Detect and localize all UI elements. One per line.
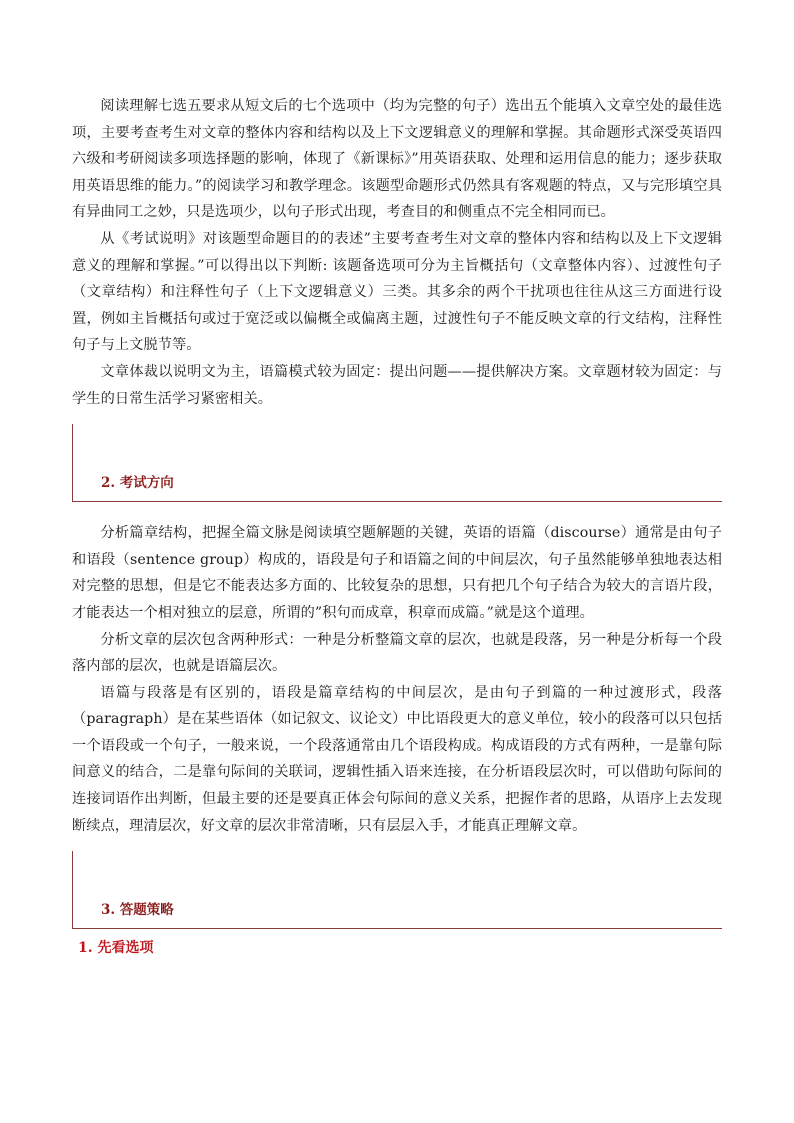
section-2-paragraph-3: 语篇与段落是有区别的，语段是篇章结构的中间层次，是由句子到篇的一种过渡形式，段落（paragraph）是在某些语体（如记叙文、议论文）中比语段更大的意义单位，较小的段落可以只包括一个语段或一个句子，一般来说，一个段落通常由几个语段构成。构成语段的方式有两种，一是靠句际间意义的结合，二是靠句际间的关联词，逻辑性插入语来连接，在分析语段层次时，可以借助句际间的连接词语作出判断，但最主要的还是要真正体会句际间的意义关系，把握作者的思路，从语序上去发现断续点，理清层次，好文章的层次非常清晰，只有层层入手，才能真正理解文章。 <box>72 684 722 834</box>
section-3-header <box>72 851 722 929</box>
strategy-subheading: 1. 先看选项 <box>78 940 154 957</box>
intro-paragraph-1: 阅读理解七选五要求从短文后的七个选项中（均为完整的句子）选出五个能填入文章空处的最佳选项，主要考查考生对文章的整体内容和结构以及上下文逻辑意义的理解和掌握。其命题形式深受英语四六级和考研阅读多项选择题的影响，体现了《新课标》”用英语获取、处理和运用信息的能力；逐步获取用英语思维的能力。”的阅读学习和教学理念。该题型命题形式仍然具有客观题的特点，又与完形填空具有异曲同工之妙，只是选项少，以句子形式出现，考查目的和侧重点不完全相同而已。 <box>72 98 722 221</box>
intro-paragraph-2: 从《考试说明》对该题型命题目的的表述”主要考查考生对文章的整体内容和结构以及上下文逻辑意义的理解和掌握。”可以得出以下判断: 该题备选项可分为主旨概括句（文章整体内容）、过渡性句子（文章结构）和注释性句子（上下文逻辑意义）三类。其多余的两个干扰项也往往从这三方面进行设置，例如主旨概括句或过于宽泛或以偏概全或偏离主题，过渡性句子不能反映文章的行文结构，注释性句子与上文脱节等。 <box>72 230 722 354</box>
section-2-title: 2. 考试方向 <box>101 475 174 492</box>
section-2-paragraph-2: 分析文章的层次包含两种形式：一种是分析整篇文章的层次，也就是段落，另一种是分析每一个段落内部的层次，也就是语篇层次。 <box>72 631 722 675</box>
section-2-paragraph-1: 分析篇章结构，把握全篇文脉是阅读填空题解题的关键，英语的语篇（discourse）通常是由句子和语段（sentence group）构成的，语段是句子和语篇之间的中间层次，句子虽然能够单独地表达相对完整的思想，但是它不能表达多方面的、比较复杂的思想，只有把几个句子结合为较大的言语片段，才能表达一个相对独立的层意，所谓的”积句而成章，积章而成篇。”就是这个道理。 <box>72 525 722 621</box>
intro-paragraph-3: 文章体裁以说明文为主，语篇模式较为固定：提出问题——提供解决方案。文章题材较为固定：与学生的日常生活学习紧密相关。 <box>72 363 722 407</box>
section-3-title: 3. 答题策略 <box>101 902 174 919</box>
document-content <box>72 93 722 947</box>
section-2-header <box>72 424 722 502</box>
